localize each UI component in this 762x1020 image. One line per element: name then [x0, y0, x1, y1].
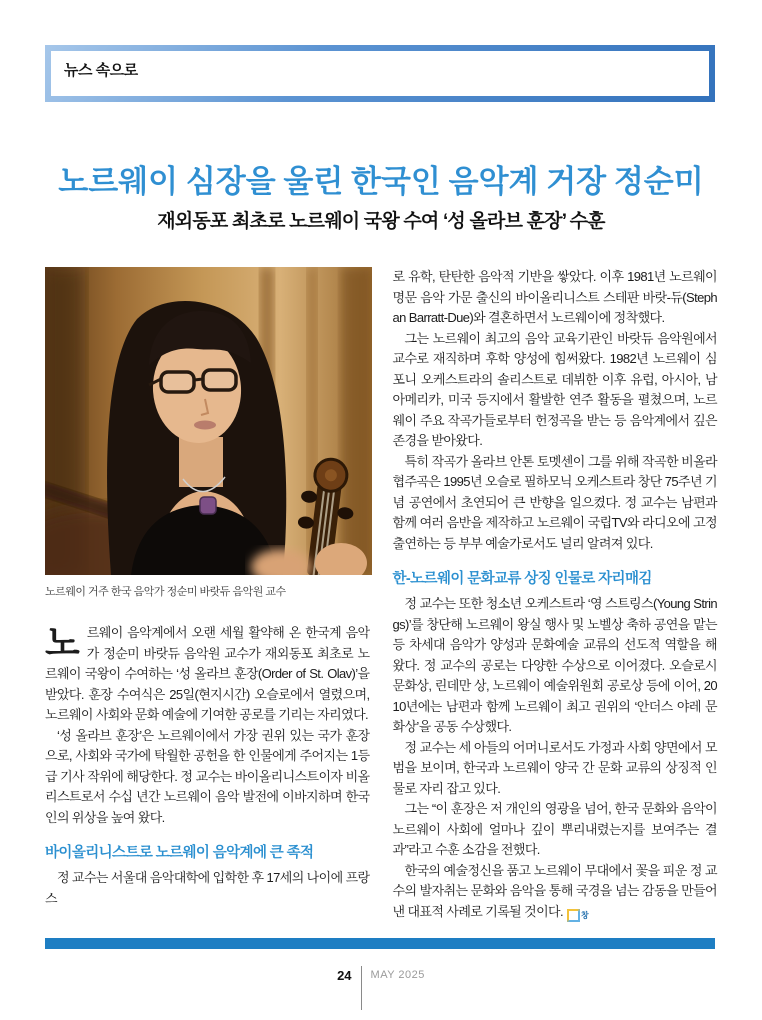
kicker-box-inner: [51, 51, 709, 96]
paragraph: 특히 작곡가 올라브 안톤 토멧센이 그를 위해 작곡한 비올라 협주곡은 1995년 오슬로 필하모닉 오케스트라 창단 75주년 기념 공연에서 초연되어 큰 반향을 일으켰다. 정 교수는 남편과 함께 여러 음반을 제작하고 노르웨이 국립TV와 라디오에 고정 출연하는 등 부부 예술가로서도 널리 알려져 있다.: [392, 453, 717, 551]
paragraph-last: [393, 861, 718, 923]
paragraph: 그는 “이 훈장은 저 개인의 영광을 넘어, 한국 문화와 음악이 노르웨이 사회에 얼마나 깊이 뿌리내렸는지를 보여주는 결과”라고 수훈 소감을 전했다.: [392, 801, 717, 857]
issue-date: MAY 2025: [370, 969, 425, 981]
musician-photo: [45, 267, 372, 575]
dropcap: 노: [45, 622, 80, 663]
musician-photo-illustration: [45, 267, 372, 575]
paragraph-last-text: 한국의 예술정신을 품고 노르웨이 무대에서 꽃을 피운 정 교수의 발자취는 문화와 음악을 통해 국경을 넘는 감동을 만들어낸 대표적 사례로 기록될 것이다.: [392, 862, 717, 919]
paragraph: 정 교수는 서울대 음악대학에 입학한 후 17세의 나이에 프랑스: [45, 870, 370, 906]
paragraph-lead: [45, 623, 370, 726]
right-column: [393, 267, 718, 922]
article-headline: 노르웨이 심장을 울린 한국인 음악계 거장 정순미: [58, 164, 704, 199]
paragraph: 정 교수는 또한 청소년 오케스트라 ‘영 스트링스(Young Strings)’를 창단해 노르웨이 왕실 행사 및 노벨상 축하 공연을 맡는 등 차세대 음악가 양성과 문화예술 교류의 선도적 역할을 해 왔다. 정 교수의 공로는 다양한 수상으로 이어졌다. 오슬로시 문화상, 린데만 상, 노르웨이 예술위원회 공로상 등에 이어, 2010년에는 남편과 함께 노르웨이 최고 권위의 ‘안더스 야레 문화상’을 공동 수상했다.: [392, 596, 717, 734]
paragraph: 로 유학, 탄탄한 음악적 기반을 쌓았다. 이후 1981년 노르웨이 명문 음악 가문 출신의 바이올리니스트 스테판 바랏-듀(Stephan Barratt-Due)와 결혼하면서 노르웨이에 정착했다.: [392, 269, 717, 325]
paragraph: 그는 노르웨이 최고의 음악 교육기관인 바랏듀 음악원에서 교수로 재직하며 후학 양성에 힘써왔다. 1982년 노르웨이 심포니 오케스트라의 솔리스트로 데뷔한 이후 유럽, 아시아, 남아메리카, 미국 등지에서 활발한 연주 활동을 펼쳤으며, 노르웨이 주요 작곡가들로부터 헌정곡을 받는 등 음악계에서 깊은 존경을 받아왔다.: [392, 330, 717, 448]
folio-divider: [361, 966, 362, 1010]
article-columns: [45, 267, 717, 922]
article-subheadline: 재외동포 최초로 노르웨이 국왕 수여 ‘성 올라브 훈장’ 수훈: [157, 211, 605, 232]
page-folio: [0, 966, 762, 1010]
section-heading-violinist: 바이올리니스트로 노르웨이 음악계에 큰 족적: [45, 845, 314, 861]
magazine-endmark-icon: 창: [567, 909, 580, 922]
kicker-box: [45, 45, 715, 102]
left-column: [45, 267, 370, 922]
paragraph-lead-text: 르웨이 음악계에서 오랜 세월 활약해 온 한국계 음악가 정순미 바랏듀 음악원 교수가 재외동포 최초로 노르웨이 국왕이 수여하는 ‘성 올라브 훈장(Order of St. Olav)’을 받았다. 훈장 수여식은 25일(현지시간) 오슬로에서 열렸으며, 노르웨이 사회와 문화 예술에 기여한 공로를 기리는 자리였다.: [45, 625, 370, 722]
page-number: 24: [337, 968, 352, 983]
paragraph: ‘성 올라브 훈장’은 노르웨이에서 가장 권위 있는 국가 훈장으로, 사회와 국가에 탁월한 공헌을 한 인물에게 주어지는 1등급 기사 작위에 해당한다. 정 교수는 바이올리니스트이자 비올리스트로서 수십 년간 노르웨이 음악 발전에 이바지하며 한국인의 위상을 높여 왔다.: [45, 727, 370, 825]
paragraph: 정 교수는 세 아들의 어머니로서도 가정과 사회 양면에서 모범을 보이며, 한국과 노르웨이 양국 간 문화 교류의 상징적 인물로 자리 잡고 있다.: [392, 739, 717, 796]
photo-caption: 노르웨이 거주 한국 음악가 정순미 바랏듀 음악원 교수: [45, 586, 286, 598]
kicker-label: 뉴스 속으로: [64, 62, 138, 79]
footer-rule-bar: [45, 938, 715, 949]
section-heading-culture: 한-노르웨이 문화교류 상징 인물로 자리매김: [392, 571, 652, 587]
